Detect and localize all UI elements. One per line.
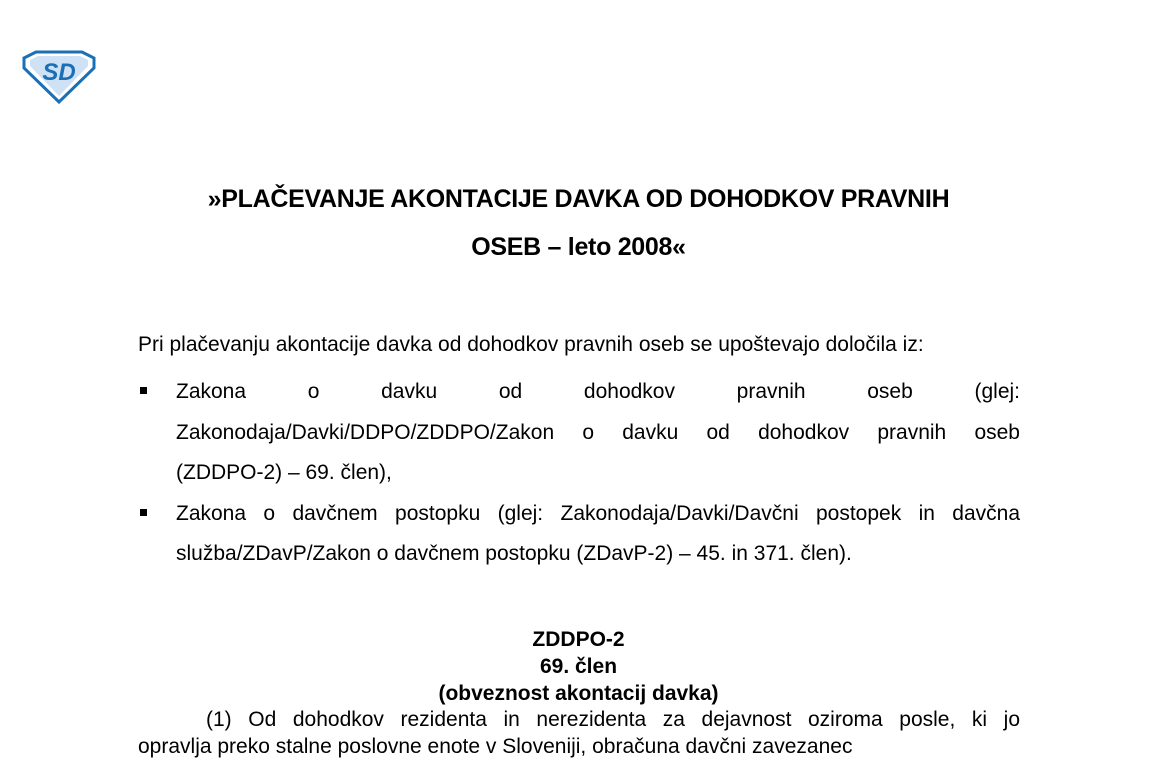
section-law-name: ZDDPO-2 xyxy=(532,628,625,651)
bullet-icon xyxy=(140,509,147,516)
sd-logo xyxy=(22,50,96,104)
document-title-line-2: OSEB – leto 2008« xyxy=(471,233,686,261)
law-reference-list xyxy=(138,372,1020,575)
bullet-icon xyxy=(140,387,147,394)
article-paragraph-continued: opravlja preko stalne poslovne enote v Sloveniji, obračuna davčni zavezanec xyxy=(138,735,853,758)
list-item-line: Zakona o davku od dohodkov pravnih oseb (glej: xyxy=(176,380,1020,403)
list-item-line: (ZDDPO-2) – 69. člen), xyxy=(176,461,392,484)
article-paragraph: (1) Od dohodkov rezidenta in nerezidenta za dejavnost oziroma posle, ki jo xyxy=(206,708,1020,731)
list-item-line: Zakonodaja/Davki/DDPO/ZDDPO/Zakon o davku od dohodkov pravnih oseb xyxy=(176,420,1020,444)
list-item xyxy=(138,372,1020,494)
document-title-line-1: »PLAČEVANJE AKONTACIJE DAVKA OD DOHODKOV PRAVNIH xyxy=(207,185,950,213)
list-item xyxy=(138,494,1020,575)
section-article-number: 69. člen xyxy=(539,655,618,678)
section-article-heading: (obveznost akontacij davka) xyxy=(438,682,719,705)
list-item-line: služba/ZDavP/Zakon o davčnem postopku (ZDavP-2) – 45. in 371. člen). xyxy=(176,542,852,565)
sd-shield-logo-icon xyxy=(22,50,96,104)
svg-text:SD: SD xyxy=(42,59,76,86)
intro-text: Pri plačevanju akontacije davka od dohodkov pravnih oseb se upoštevajo določila iz: xyxy=(138,333,924,356)
list-item-line: Zakona o davčnem postopku (glej: Zakonodaja/Davki/Davčni postopek in davčna xyxy=(176,501,1020,525)
